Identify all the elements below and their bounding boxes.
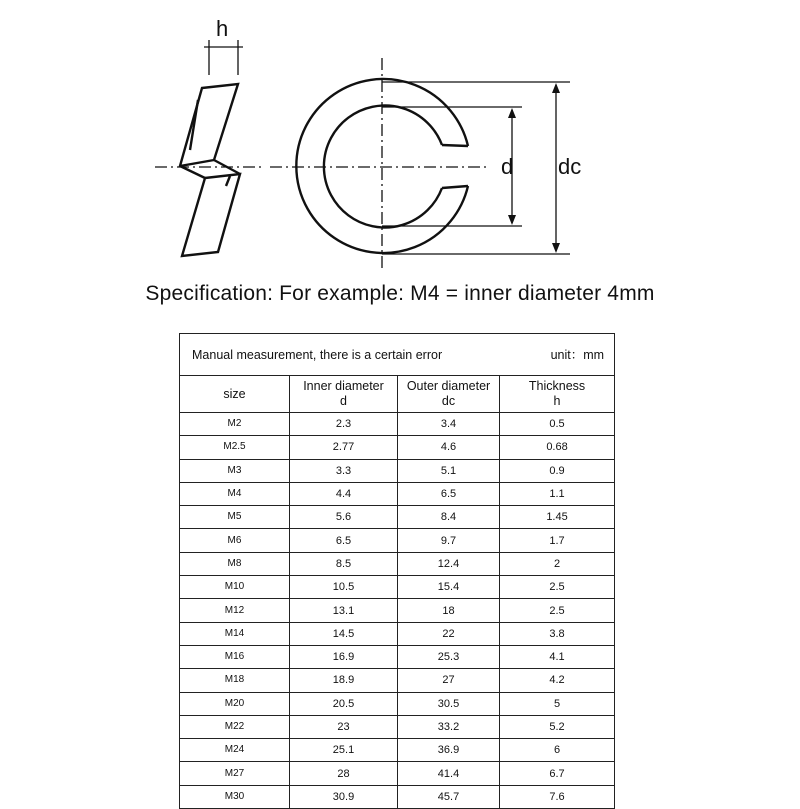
label-d: d — [501, 154, 514, 179]
header-thickness-label: Thickness — [528, 379, 586, 393]
washer-side-view — [155, 16, 262, 256]
size-cell: M3 — [180, 459, 290, 482]
thickness-cell: 6.7 — [500, 762, 615, 785]
size-cell: M27 — [180, 762, 290, 785]
inner-diameter-cell: 23 — [290, 715, 398, 738]
size-table — [179, 333, 615, 809]
thickness-cell: 5 — [500, 692, 615, 715]
outer-diameter-cell: 22 — [398, 622, 500, 645]
size-cell: M2.5 — [180, 436, 290, 459]
outer-diameter-cell: 12.4 — [398, 552, 500, 575]
inner-diameter-cell: 14.5 — [290, 622, 398, 645]
outer-diameter-cell: 36.9 — [398, 739, 500, 762]
thickness-cell: 0.9 — [500, 459, 615, 482]
table-row — [180, 459, 615, 482]
inner-diameter-cell: 28 — [290, 762, 398, 785]
thickness-cell: 2.5 — [500, 576, 615, 599]
inner-diameter-cell: 5.6 — [290, 506, 398, 529]
inner-diameter-cell: 30.9 — [290, 785, 398, 808]
inner-diameter-cell: 4.4 — [290, 482, 398, 505]
inner-diameter-cell: 20.5 — [290, 692, 398, 715]
thickness-cell: 0.5 — [500, 413, 615, 436]
thickness-cell: 0.68 — [500, 436, 615, 459]
table-row — [180, 482, 615, 505]
header-size-label: size — [223, 386, 246, 401]
size-cell: M14 — [180, 622, 290, 645]
washer-diagram — [0, 0, 800, 280]
header-inner-label: Inner diameter — [303, 379, 384, 393]
outer-diameter-cell: 6.5 — [398, 482, 500, 505]
table-row — [180, 692, 615, 715]
inner-diameter-cell: 25.1 — [290, 739, 398, 762]
table-row — [180, 506, 615, 529]
outer-diameter-cell: 3.4 — [398, 413, 500, 436]
thickness-cell: 3.8 — [500, 622, 615, 645]
table-row — [180, 645, 615, 668]
thickness-cell: 7.6 — [500, 785, 615, 808]
size-table-container — [179, 333, 614, 803]
outer-diameter-cell: 15.4 — [398, 576, 500, 599]
header-thickness-symbol: h — [553, 394, 561, 408]
label-h: h — [216, 16, 229, 41]
outer-diameter-cell: 9.7 — [398, 529, 500, 552]
size-cell: M6 — [180, 529, 290, 552]
table-caption — [180, 334, 615, 376]
header-size — [180, 376, 290, 413]
outer-diameter-cell: 25.3 — [398, 645, 500, 668]
thickness-cell: 1.7 — [500, 529, 615, 552]
inner-diameter-cell: 18.9 — [290, 669, 398, 692]
outer-diameter-cell: 27 — [398, 669, 500, 692]
specification-text: Specification: For example: M4 = inner diameter 4mm — [145, 282, 655, 305]
size-cell: M22 — [180, 715, 290, 738]
size-cell: M16 — [180, 645, 290, 668]
washer-front-view — [270, 58, 490, 272]
inner-diameter-cell: 16.9 — [290, 645, 398, 668]
header-inner-diameter — [290, 376, 398, 413]
inner-diameter-cell: 10.5 — [290, 576, 398, 599]
caption-text: Manual measurement, there is a certain error — [192, 347, 443, 362]
label-dc: dc — [558, 154, 582, 179]
thickness-cell: 2 — [500, 552, 615, 575]
size-cell: M4 — [180, 482, 290, 505]
table-row — [180, 576, 615, 599]
thickness-cell: 5.2 — [500, 715, 615, 738]
size-cell: M10 — [180, 576, 290, 599]
unit-text: unit：mm — [550, 347, 605, 362]
header-outer-symbol: dc — [441, 394, 456, 408]
table-row — [180, 785, 615, 808]
thickness-cell: 4.2 — [500, 669, 615, 692]
inner-diameter-cell: 13.1 — [290, 599, 398, 622]
inner-diameter-cell: 6.5 — [290, 529, 398, 552]
inner-diameter-cell: 2.3 — [290, 413, 398, 436]
header-outer-label: Outer diameter — [406, 379, 491, 393]
outer-diameter-cell: 18 — [398, 599, 500, 622]
outer-diameter-cell: 33.2 — [398, 715, 500, 738]
size-cell: M2 — [180, 413, 290, 436]
table-header-row — [180, 376, 615, 413]
table-row — [180, 739, 615, 762]
outer-diameter-cell: 5.1 — [398, 459, 500, 482]
table-caption-row — [180, 334, 615, 376]
header-thickness — [500, 376, 615, 413]
inner-diameter-cell: 3.3 — [290, 459, 398, 482]
outer-diameter-cell: 30.5 — [398, 692, 500, 715]
size-cell: M20 — [180, 692, 290, 715]
outer-diameter-cell: 41.4 — [398, 762, 500, 785]
size-cell: M18 — [180, 669, 290, 692]
inner-diameter-cell: 8.5 — [290, 552, 398, 575]
outer-diameter-cell: 8.4 — [398, 506, 500, 529]
table-row — [180, 529, 615, 552]
table-row — [180, 413, 615, 436]
thickness-cell: 1.45 — [500, 506, 615, 529]
header-outer-diameter — [398, 376, 500, 413]
table-row — [180, 622, 615, 645]
thickness-cell: 2.5 — [500, 599, 615, 622]
table-row — [180, 715, 615, 738]
thickness-cell: 4.1 — [500, 645, 615, 668]
size-cell: M24 — [180, 739, 290, 762]
table-row — [180, 552, 615, 575]
inner-diameter-cell: 2.77 — [290, 436, 398, 459]
thickness-cell: 6 — [500, 739, 615, 762]
header-inner-symbol: d — [340, 394, 347, 408]
outer-diameter-cell: 45.7 — [398, 785, 500, 808]
table-row — [180, 669, 615, 692]
size-cell: M12 — [180, 599, 290, 622]
table-row — [180, 599, 615, 622]
table-row — [180, 436, 615, 459]
thickness-cell: 1.1 — [500, 482, 615, 505]
size-cell: M30 — [180, 785, 290, 808]
size-cell: M5 — [180, 506, 290, 529]
size-cell: M8 — [180, 552, 290, 575]
outer-diameter-cell: 4.6 — [398, 436, 500, 459]
table-row — [180, 762, 615, 785]
dimension-lines — [382, 82, 581, 254]
